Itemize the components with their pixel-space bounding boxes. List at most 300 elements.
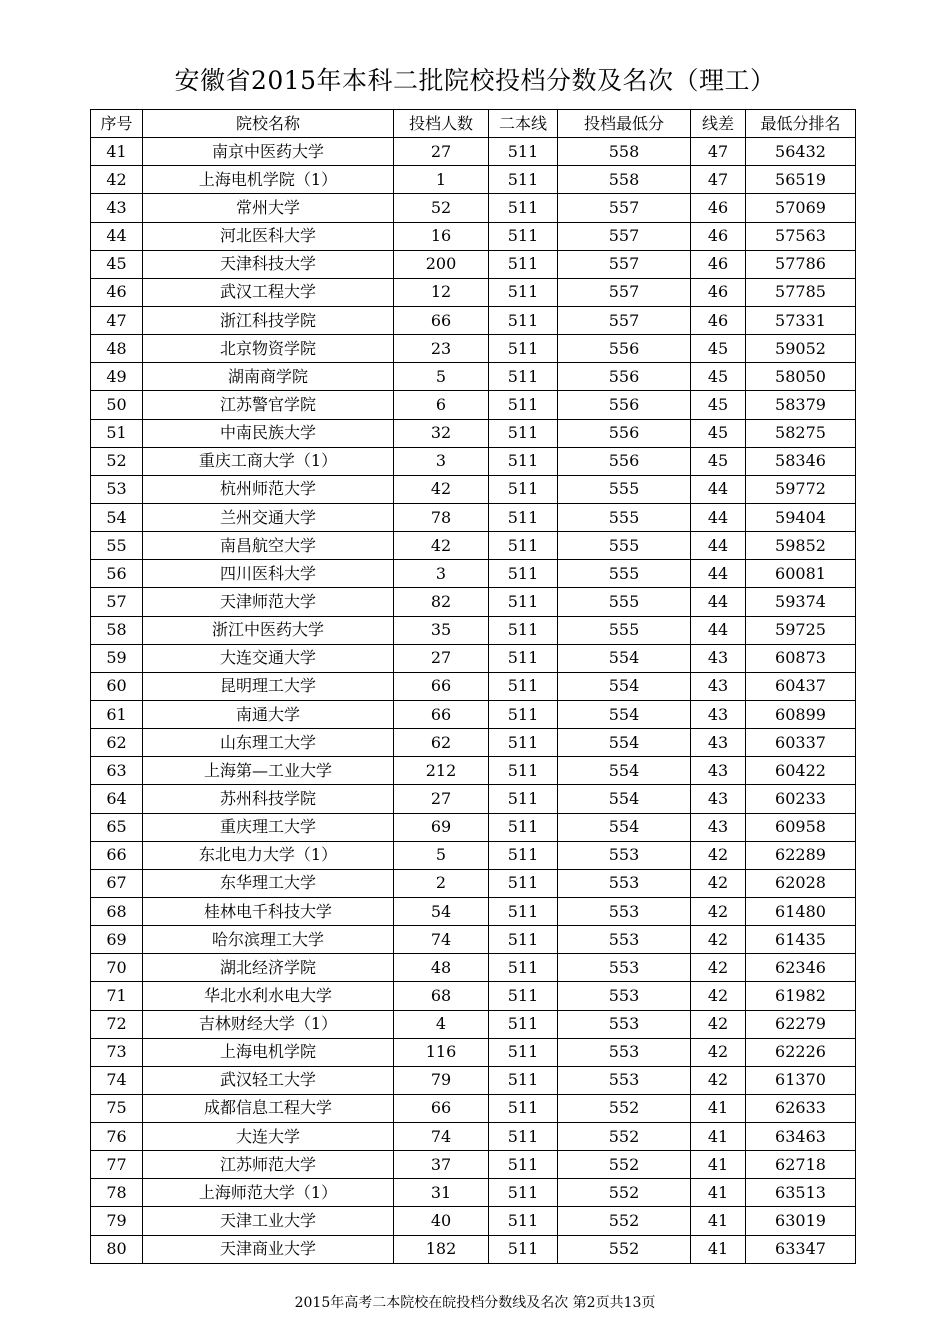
min-rank-cell: 58050 — [746, 363, 856, 391]
line-diff-cell: 45 — [691, 335, 746, 363]
min-rank-cell: 62028 — [746, 869, 856, 897]
tier2-line-cell: 511 — [489, 644, 558, 672]
table-row — [91, 1094, 856, 1122]
table-row — [91, 841, 856, 869]
school-name-cell: 上海电机学院（1） — [143, 166, 394, 194]
page-footer: 2015年高考二本院校在皖投档分数线及名次 第2页共13页 — [294, 1295, 656, 1311]
row-index-cell: 53 — [91, 475, 143, 503]
school-name-cell: 河北医科大学 — [143, 222, 394, 250]
admitted-count-cell: 200 — [394, 250, 489, 278]
admitted-count-cell: 23 — [394, 335, 489, 363]
tier2-line-cell: 511 — [489, 222, 558, 250]
min-score-cell: 555 — [558, 560, 691, 588]
column-header-min-score: 投档最低分 — [558, 110, 691, 138]
min-rank-cell: 62633 — [746, 1094, 856, 1122]
table-row — [91, 1235, 856, 1263]
tier2-line-cell: 511 — [489, 1207, 558, 1235]
line-diff-cell: 43 — [691, 672, 746, 700]
column-header-index: 序号 — [91, 110, 143, 138]
min-score-cell: 555 — [558, 532, 691, 560]
tier2-line-cell: 511 — [489, 954, 558, 982]
table-row — [91, 1151, 856, 1179]
tier2-line-cell: 511 — [489, 926, 558, 954]
min-rank-cell: 59404 — [746, 503, 856, 531]
school-name-cell: 兰州交通大学 — [143, 503, 394, 531]
min-rank-cell: 60337 — [746, 729, 856, 757]
table-row — [91, 250, 856, 278]
admitted-count-cell: 4 — [394, 1010, 489, 1038]
admitted-count-cell: 42 — [394, 532, 489, 560]
min-score-cell: 553 — [558, 1066, 691, 1094]
school-name-cell: 桂林电千科技大学 — [143, 897, 394, 925]
table-row — [91, 785, 856, 813]
table-row — [91, 166, 856, 194]
line-diff-cell: 43 — [691, 813, 746, 841]
table-row — [91, 306, 856, 334]
line-diff-cell: 41 — [691, 1179, 746, 1207]
line-diff-cell: 41 — [691, 1235, 746, 1263]
min-rank-cell: 56519 — [746, 166, 856, 194]
school-name-cell: 上海师范大学（1） — [143, 1179, 394, 1207]
admitted-count-cell: 66 — [394, 700, 489, 728]
school-name-cell: 天津商业大学 — [143, 1235, 394, 1263]
tier2-line-cell: 511 — [489, 1151, 558, 1179]
tier2-line-cell: 511 — [489, 616, 558, 644]
school-name-cell: 重庆理工大学 — [143, 813, 394, 841]
tier2-line-cell: 511 — [489, 532, 558, 560]
line-diff-cell: 41 — [691, 1207, 746, 1235]
line-diff-cell: 43 — [691, 729, 746, 757]
row-index-cell: 47 — [91, 306, 143, 334]
line-diff-cell: 44 — [691, 475, 746, 503]
tier2-line-cell: 511 — [489, 278, 558, 306]
admitted-count-cell: 35 — [394, 616, 489, 644]
admitted-count-cell: 69 — [394, 813, 489, 841]
min-score-cell: 552 — [558, 1207, 691, 1235]
tier2-line-cell: 511 — [489, 1235, 558, 1263]
line-diff-cell: 41 — [691, 1123, 746, 1151]
column-header-admitted-count: 投档人数 — [394, 110, 489, 138]
min-score-cell: 555 — [558, 588, 691, 616]
line-diff-cell: 45 — [691, 419, 746, 447]
line-diff-cell: 42 — [691, 926, 746, 954]
row-index-cell: 49 — [91, 363, 143, 391]
row-index-cell: 43 — [91, 194, 143, 222]
min-rank-cell: 58275 — [746, 419, 856, 447]
admitted-count-cell: 6 — [394, 391, 489, 419]
school-name-cell: 中南民族大学 — [143, 419, 394, 447]
row-index-cell: 69 — [91, 926, 143, 954]
school-name-cell: 江苏师范大学 — [143, 1151, 394, 1179]
min-rank-cell: 63347 — [746, 1235, 856, 1263]
school-name-cell: 南京中医药大学 — [143, 138, 394, 166]
table-row — [91, 1010, 856, 1038]
min-score-cell: 554 — [558, 729, 691, 757]
admitted-count-cell: 27 — [394, 644, 489, 672]
tier2-line-cell: 511 — [489, 560, 558, 588]
tier2-line-cell: 511 — [489, 1123, 558, 1151]
table-row — [91, 982, 856, 1010]
line-diff-cell: 41 — [691, 1151, 746, 1179]
admitted-count-cell: 66 — [394, 306, 489, 334]
school-name-cell: 湖南商学院 — [143, 363, 394, 391]
column-header-line-diff: 线差 — [691, 110, 746, 138]
min-score-cell: 553 — [558, 897, 691, 925]
min-score-cell: 558 — [558, 166, 691, 194]
min-score-cell: 557 — [558, 222, 691, 250]
row-index-cell: 70 — [91, 954, 143, 982]
min-rank-cell: 60899 — [746, 700, 856, 728]
row-index-cell: 66 — [91, 841, 143, 869]
min-score-cell: 553 — [558, 869, 691, 897]
row-index-cell: 62 — [91, 729, 143, 757]
line-diff-cell: 45 — [691, 363, 746, 391]
min-rank-cell: 61435 — [746, 926, 856, 954]
line-diff-cell: 42 — [691, 869, 746, 897]
admitted-count-cell: 12 — [394, 278, 489, 306]
tier2-line-cell: 511 — [489, 250, 558, 278]
school-name-cell: 江苏警官学院 — [143, 391, 394, 419]
line-diff-cell: 47 — [691, 138, 746, 166]
min-rank-cell: 60437 — [746, 672, 856, 700]
min-rank-cell: 59852 — [746, 532, 856, 560]
row-index-cell: 63 — [91, 757, 143, 785]
min-score-cell: 553 — [558, 954, 691, 982]
table-row — [91, 926, 856, 954]
line-diff-cell: 43 — [691, 757, 746, 785]
line-diff-cell: 44 — [691, 616, 746, 644]
school-name-cell: 华北水利水电大学 — [143, 982, 394, 1010]
line-diff-cell: 47 — [691, 166, 746, 194]
min-score-cell: 553 — [558, 926, 691, 954]
table-row — [91, 222, 856, 250]
line-diff-cell: 42 — [691, 954, 746, 982]
table-row — [91, 757, 856, 785]
admitted-count-cell: 82 — [394, 588, 489, 616]
line-diff-cell: 44 — [691, 532, 746, 560]
row-index-cell: 50 — [91, 391, 143, 419]
min-score-cell: 556 — [558, 419, 691, 447]
min-rank-cell: 60233 — [746, 785, 856, 813]
table-row — [91, 560, 856, 588]
admitted-count-cell: 31 — [394, 1179, 489, 1207]
school-name-cell: 东华理工大学 — [143, 869, 394, 897]
min-rank-cell: 62226 — [746, 1038, 856, 1066]
school-name-cell: 大连大学 — [143, 1123, 394, 1151]
min-rank-cell: 61480 — [746, 897, 856, 925]
table-row — [91, 588, 856, 616]
row-index-cell: 68 — [91, 897, 143, 925]
line-diff-cell: 44 — [691, 503, 746, 531]
tier2-line-cell: 511 — [489, 419, 558, 447]
row-index-cell: 57 — [91, 588, 143, 616]
min-rank-cell: 61982 — [746, 982, 856, 1010]
table-row — [91, 700, 856, 728]
admitted-count-cell: 16 — [394, 222, 489, 250]
admitted-count-cell: 54 — [394, 897, 489, 925]
table-row — [91, 1038, 856, 1066]
min-rank-cell: 63463 — [746, 1123, 856, 1151]
school-name-cell: 常州大学 — [143, 194, 394, 222]
row-index-cell: 61 — [91, 700, 143, 728]
row-index-cell: 60 — [91, 672, 143, 700]
min-rank-cell: 62346 — [746, 954, 856, 982]
tier2-line-cell: 511 — [489, 757, 558, 785]
min-score-cell: 555 — [558, 475, 691, 503]
school-name-cell: 湖北经济学院 — [143, 954, 394, 982]
row-index-cell: 64 — [91, 785, 143, 813]
school-name-cell: 四川医科大学 — [143, 560, 394, 588]
row-index-cell: 59 — [91, 644, 143, 672]
row-index-cell: 77 — [91, 1151, 143, 1179]
table-row — [91, 729, 856, 757]
min-rank-cell: 62279 — [746, 1010, 856, 1038]
min-score-cell: 556 — [558, 363, 691, 391]
table-row — [91, 335, 856, 363]
row-index-cell: 76 — [91, 1123, 143, 1151]
table-row — [91, 1207, 856, 1235]
table-row — [91, 644, 856, 672]
tier2-line-cell: 511 — [489, 729, 558, 757]
admitted-count-cell: 5 — [394, 363, 489, 391]
admitted-count-cell: 2 — [394, 869, 489, 897]
line-diff-cell: 42 — [691, 841, 746, 869]
row-index-cell: 44 — [91, 222, 143, 250]
row-index-cell: 65 — [91, 813, 143, 841]
admitted-count-cell: 27 — [394, 785, 489, 813]
line-diff-cell: 43 — [691, 785, 746, 813]
school-name-cell: 天津科技大学 — [143, 250, 394, 278]
line-diff-cell: 45 — [691, 391, 746, 419]
row-index-cell: 78 — [91, 1179, 143, 1207]
min-rank-cell: 60422 — [746, 757, 856, 785]
table-row — [91, 897, 856, 925]
row-index-cell: 56 — [91, 560, 143, 588]
min-score-cell: 555 — [558, 616, 691, 644]
table-row — [91, 391, 856, 419]
min-score-cell: 552 — [558, 1179, 691, 1207]
min-rank-cell: 59052 — [746, 335, 856, 363]
admitted-count-cell: 62 — [394, 729, 489, 757]
table-row — [91, 475, 856, 503]
tier2-line-cell: 511 — [489, 982, 558, 1010]
min-score-cell: 557 — [558, 194, 691, 222]
min-rank-cell: 57785 — [746, 278, 856, 306]
tier2-line-cell: 511 — [489, 841, 558, 869]
tier2-line-cell: 511 — [489, 588, 558, 616]
min-score-cell: 553 — [558, 1038, 691, 1066]
row-index-cell: 73 — [91, 1038, 143, 1066]
row-index-cell: 80 — [91, 1235, 143, 1263]
min-rank-cell: 62718 — [746, 1151, 856, 1179]
admitted-count-cell: 5 — [394, 841, 489, 869]
min-score-cell: 552 — [558, 1235, 691, 1263]
row-index-cell: 42 — [91, 166, 143, 194]
admitted-count-cell: 40 — [394, 1207, 489, 1235]
school-name-cell: 武汉轻工大学 — [143, 1066, 394, 1094]
min-score-cell: 556 — [558, 447, 691, 475]
table-row — [91, 532, 856, 560]
admitted-count-cell: 37 — [394, 1151, 489, 1179]
admitted-count-cell: 32 — [394, 419, 489, 447]
tier2-line-cell: 511 — [489, 700, 558, 728]
line-diff-cell: 42 — [691, 982, 746, 1010]
admitted-count-cell: 27 — [394, 138, 489, 166]
admitted-count-cell: 212 — [394, 757, 489, 785]
min-score-cell: 557 — [558, 278, 691, 306]
min-score-cell: 554 — [558, 785, 691, 813]
row-index-cell: 54 — [91, 503, 143, 531]
page-title: 安徽省2015年本科二批院校投档分数及名次（理工） — [174, 66, 776, 95]
min-rank-cell: 59772 — [746, 475, 856, 503]
min-score-cell: 554 — [558, 672, 691, 700]
admitted-count-cell: 79 — [394, 1066, 489, 1094]
table-row — [91, 363, 856, 391]
tier2-line-cell: 511 — [489, 813, 558, 841]
column-header-school: 院校名称 — [143, 110, 394, 138]
school-name-cell: 吉林财经大学（1） — [143, 1010, 394, 1038]
school-name-cell: 浙江中医药大学 — [143, 616, 394, 644]
table-row — [91, 869, 856, 897]
admitted-count-cell: 1 — [394, 166, 489, 194]
line-diff-cell: 42 — [691, 897, 746, 925]
school-name-cell: 杭州师范大学 — [143, 475, 394, 503]
min-rank-cell: 63019 — [746, 1207, 856, 1235]
line-diff-cell: 42 — [691, 1066, 746, 1094]
row-index-cell: 46 — [91, 278, 143, 306]
table-row — [91, 447, 856, 475]
line-diff-cell: 43 — [691, 644, 746, 672]
tier2-line-cell: 511 — [489, 1094, 558, 1122]
min-rank-cell: 57331 — [746, 306, 856, 334]
admitted-count-cell: 52 — [394, 194, 489, 222]
admitted-count-cell: 3 — [394, 560, 489, 588]
min-score-cell: 556 — [558, 391, 691, 419]
tier2-line-cell: 511 — [489, 391, 558, 419]
min-score-cell: 557 — [558, 250, 691, 278]
line-diff-cell: 44 — [691, 560, 746, 588]
admitted-count-cell: 3 — [394, 447, 489, 475]
tier2-line-cell: 511 — [489, 1179, 558, 1207]
admitted-count-cell: 42 — [394, 475, 489, 503]
admitted-count-cell: 66 — [394, 1094, 489, 1122]
table-row — [91, 1066, 856, 1094]
table-row — [91, 419, 856, 447]
tier2-line-cell: 511 — [489, 1010, 558, 1038]
min-rank-cell: 58346 — [746, 447, 856, 475]
tier2-line-cell: 511 — [489, 475, 558, 503]
tier2-line-cell: 511 — [489, 166, 558, 194]
min-rank-cell: 63513 — [746, 1179, 856, 1207]
tier2-line-cell: 511 — [489, 897, 558, 925]
school-name-cell: 山东理工大学 — [143, 729, 394, 757]
table-body — [91, 138, 856, 1264]
tier2-line-cell: 511 — [489, 335, 558, 363]
tier2-line-cell: 511 — [489, 1038, 558, 1066]
row-index-cell: 75 — [91, 1094, 143, 1122]
min-rank-cell: 59725 — [746, 616, 856, 644]
min-rank-cell: 57563 — [746, 222, 856, 250]
tier2-line-cell: 511 — [489, 194, 558, 222]
min-score-cell: 557 — [558, 306, 691, 334]
row-index-cell: 41 — [91, 138, 143, 166]
column-header-tier2-line: 二本线 — [489, 110, 558, 138]
min-score-cell: 558 — [558, 138, 691, 166]
line-diff-cell: 46 — [691, 222, 746, 250]
tier2-line-cell: 511 — [489, 447, 558, 475]
school-name-cell: 上海第—工业大学 — [143, 757, 394, 785]
school-name-cell: 南昌航空大学 — [143, 532, 394, 560]
school-name-cell: 东北电力大学（1） — [143, 841, 394, 869]
row-index-cell: 45 — [91, 250, 143, 278]
school-name-cell: 上海电机学院 — [143, 1038, 394, 1066]
min-score-cell: 554 — [558, 644, 691, 672]
tier2-line-cell: 511 — [489, 138, 558, 166]
table-row — [91, 672, 856, 700]
row-index-cell: 74 — [91, 1066, 143, 1094]
line-diff-cell: 46 — [691, 250, 746, 278]
row-index-cell: 52 — [91, 447, 143, 475]
admitted-count-cell: 74 — [394, 926, 489, 954]
tier2-line-cell: 511 — [489, 306, 558, 334]
min-rank-cell: 57786 — [746, 250, 856, 278]
line-diff-cell: 46 — [691, 306, 746, 334]
table-row — [91, 1179, 856, 1207]
min-score-cell: 556 — [558, 335, 691, 363]
school-name-cell: 天津师范大学 — [143, 588, 394, 616]
school-name-cell: 南通大学 — [143, 700, 394, 728]
admitted-count-cell: 48 — [394, 954, 489, 982]
min-rank-cell: 60081 — [746, 560, 856, 588]
admitted-count-cell: 78 — [394, 503, 489, 531]
min-score-cell: 553 — [558, 982, 691, 1010]
row-index-cell: 58 — [91, 616, 143, 644]
school-name-cell: 哈尔滨理工大学 — [143, 926, 394, 954]
table-row — [91, 954, 856, 982]
line-diff-cell: 43 — [691, 700, 746, 728]
min-rank-cell: 62289 — [746, 841, 856, 869]
min-rank-cell: 56432 — [746, 138, 856, 166]
row-index-cell: 51 — [91, 419, 143, 447]
admitted-count-cell: 74 — [394, 1123, 489, 1151]
tier2-line-cell: 511 — [489, 1066, 558, 1094]
min-score-cell: 552 — [558, 1151, 691, 1179]
line-diff-cell: 46 — [691, 278, 746, 306]
school-name-cell: 浙江科技学院 — [143, 306, 394, 334]
row-index-cell: 67 — [91, 869, 143, 897]
min-score-cell: 552 — [558, 1094, 691, 1122]
school-name-cell: 大连交通大学 — [143, 644, 394, 672]
line-diff-cell: 46 — [691, 194, 746, 222]
min-rank-cell: 60873 — [746, 644, 856, 672]
min-score-cell: 554 — [558, 757, 691, 785]
row-index-cell: 55 — [91, 532, 143, 560]
school-name-cell: 昆明理工大学 — [143, 672, 394, 700]
admitted-count-cell: 116 — [394, 1038, 489, 1066]
min-score-cell: 555 — [558, 503, 691, 531]
table-row — [91, 138, 856, 166]
min-rank-cell: 59374 — [746, 588, 856, 616]
row-index-cell: 48 — [91, 335, 143, 363]
tier2-line-cell: 511 — [489, 869, 558, 897]
row-index-cell: 71 — [91, 982, 143, 1010]
line-diff-cell: 45 — [691, 447, 746, 475]
tier2-line-cell: 511 — [489, 785, 558, 813]
header-row — [91, 110, 856, 138]
row-index-cell: 79 — [91, 1207, 143, 1235]
tier2-line-cell: 511 — [489, 363, 558, 391]
table-row — [91, 503, 856, 531]
